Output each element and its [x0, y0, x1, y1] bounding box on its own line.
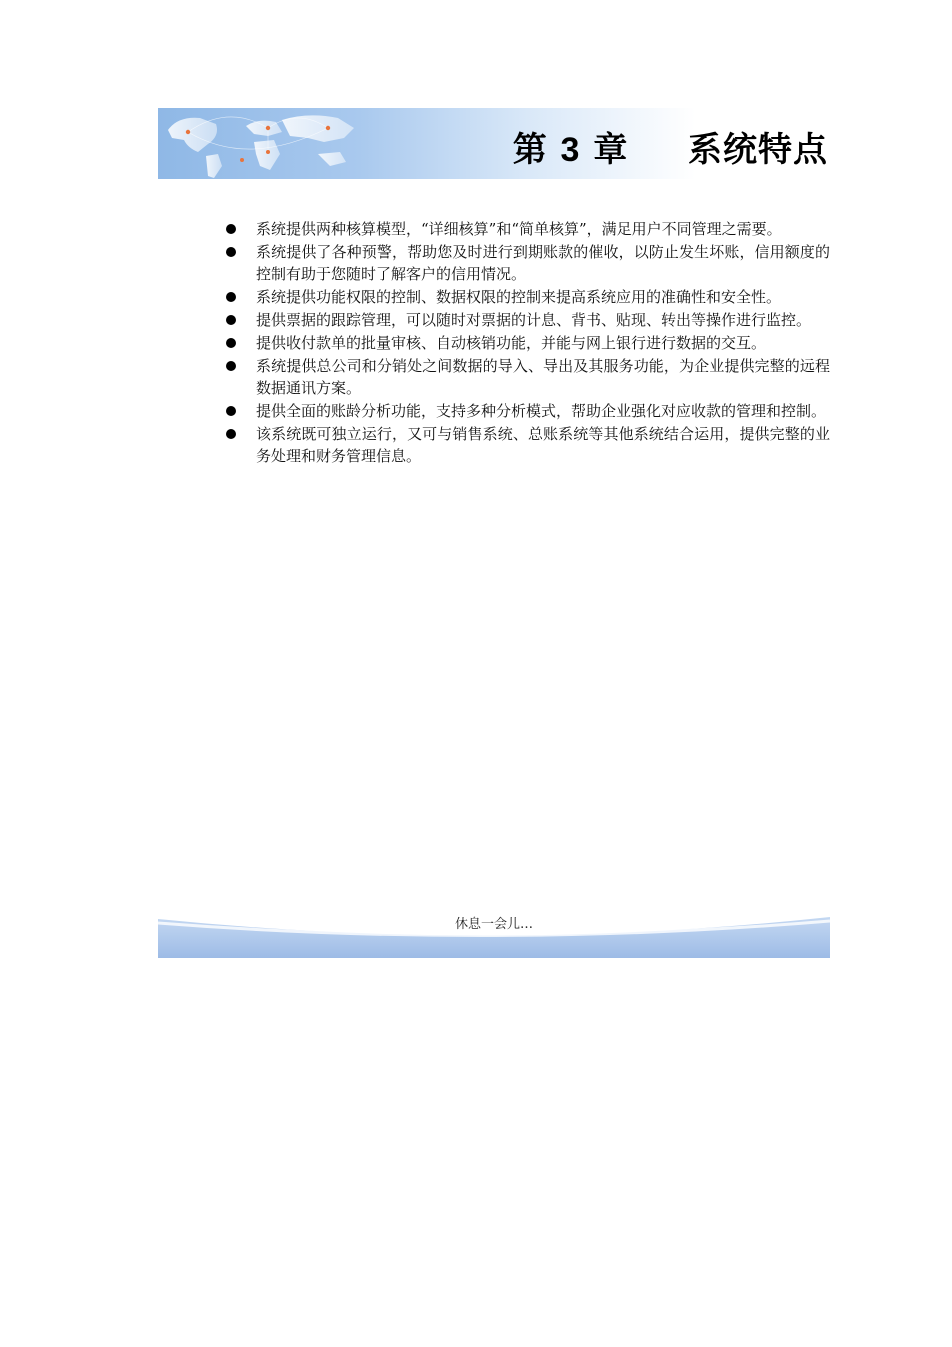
bullet-icon — [226, 247, 236, 257]
feature-text: 提供收付款单的批量审核、自动核销功能，并能与网上银行进行数据的交互。 — [256, 334, 767, 352]
feature-text: 系统提供两种核算模型，“详细核算”和“简单核算”，满足用户不同管理之需要。 — [256, 220, 782, 238]
bullet-icon — [226, 224, 236, 234]
bullet-icon — [226, 429, 236, 439]
chapter-header-banner — [158, 108, 830, 179]
feature-text: 提供全面的账龄分析功能，支持多种分析模式，帮助企业强化对应收款的管理和控制。 — [256, 402, 827, 420]
chapter-name: 系统特点 — [688, 130, 828, 170]
feature-text: 该系统既可独立运行，又可与销售系统、总账系统等其他系统结合运用，提供完整的业务处理和财务管理信息。 — [256, 425, 830, 465]
list-item — [222, 286, 830, 308]
list-item — [222, 332, 830, 354]
page-title — [513, 122, 828, 171]
chapter-prefix: 第 — [512, 130, 548, 170]
list-item — [222, 355, 830, 399]
feature-text: 提供票据的跟踪管理，可以随时对票据的计息、背书、贴现、转出等操作进行监控。 — [256, 311, 812, 329]
bullet-icon — [226, 361, 236, 371]
list-item — [222, 400, 830, 422]
list-item — [222, 423, 830, 467]
list-item — [222, 309, 830, 331]
world-map-graphic — [158, 108, 488, 179]
bullet-icon — [226, 292, 236, 302]
feature-text: 系统提供功能权限的控制、数据权限的控制来提高系统应用的准确性和安全性。 — [256, 288, 782, 306]
features-list — [222, 218, 830, 468]
feature-text: 系统提供总公司和分销处之间数据的导入、导出及其服务功能，为企业提供完整的远程数据通讯方案。 — [256, 357, 830, 397]
feature-text: 系统提供了各种预警，帮助您及时进行到期账款的催收，以防止发生坏账，信用额度的控制有助于您随时了解客户的信用情况。 — [256, 243, 830, 283]
bullet-icon — [226, 406, 236, 416]
list-item — [222, 241, 830, 285]
footer-banner — [158, 905, 830, 958]
list-item — [222, 218, 830, 240]
bullet-icon — [226, 338, 236, 348]
chapter-suffix: 章 — [593, 130, 629, 170]
footer-text: 休息一会儿… — [454, 917, 533, 932]
chapter-number: 3 — [560, 131, 581, 169]
bullet-icon — [226, 315, 236, 325]
